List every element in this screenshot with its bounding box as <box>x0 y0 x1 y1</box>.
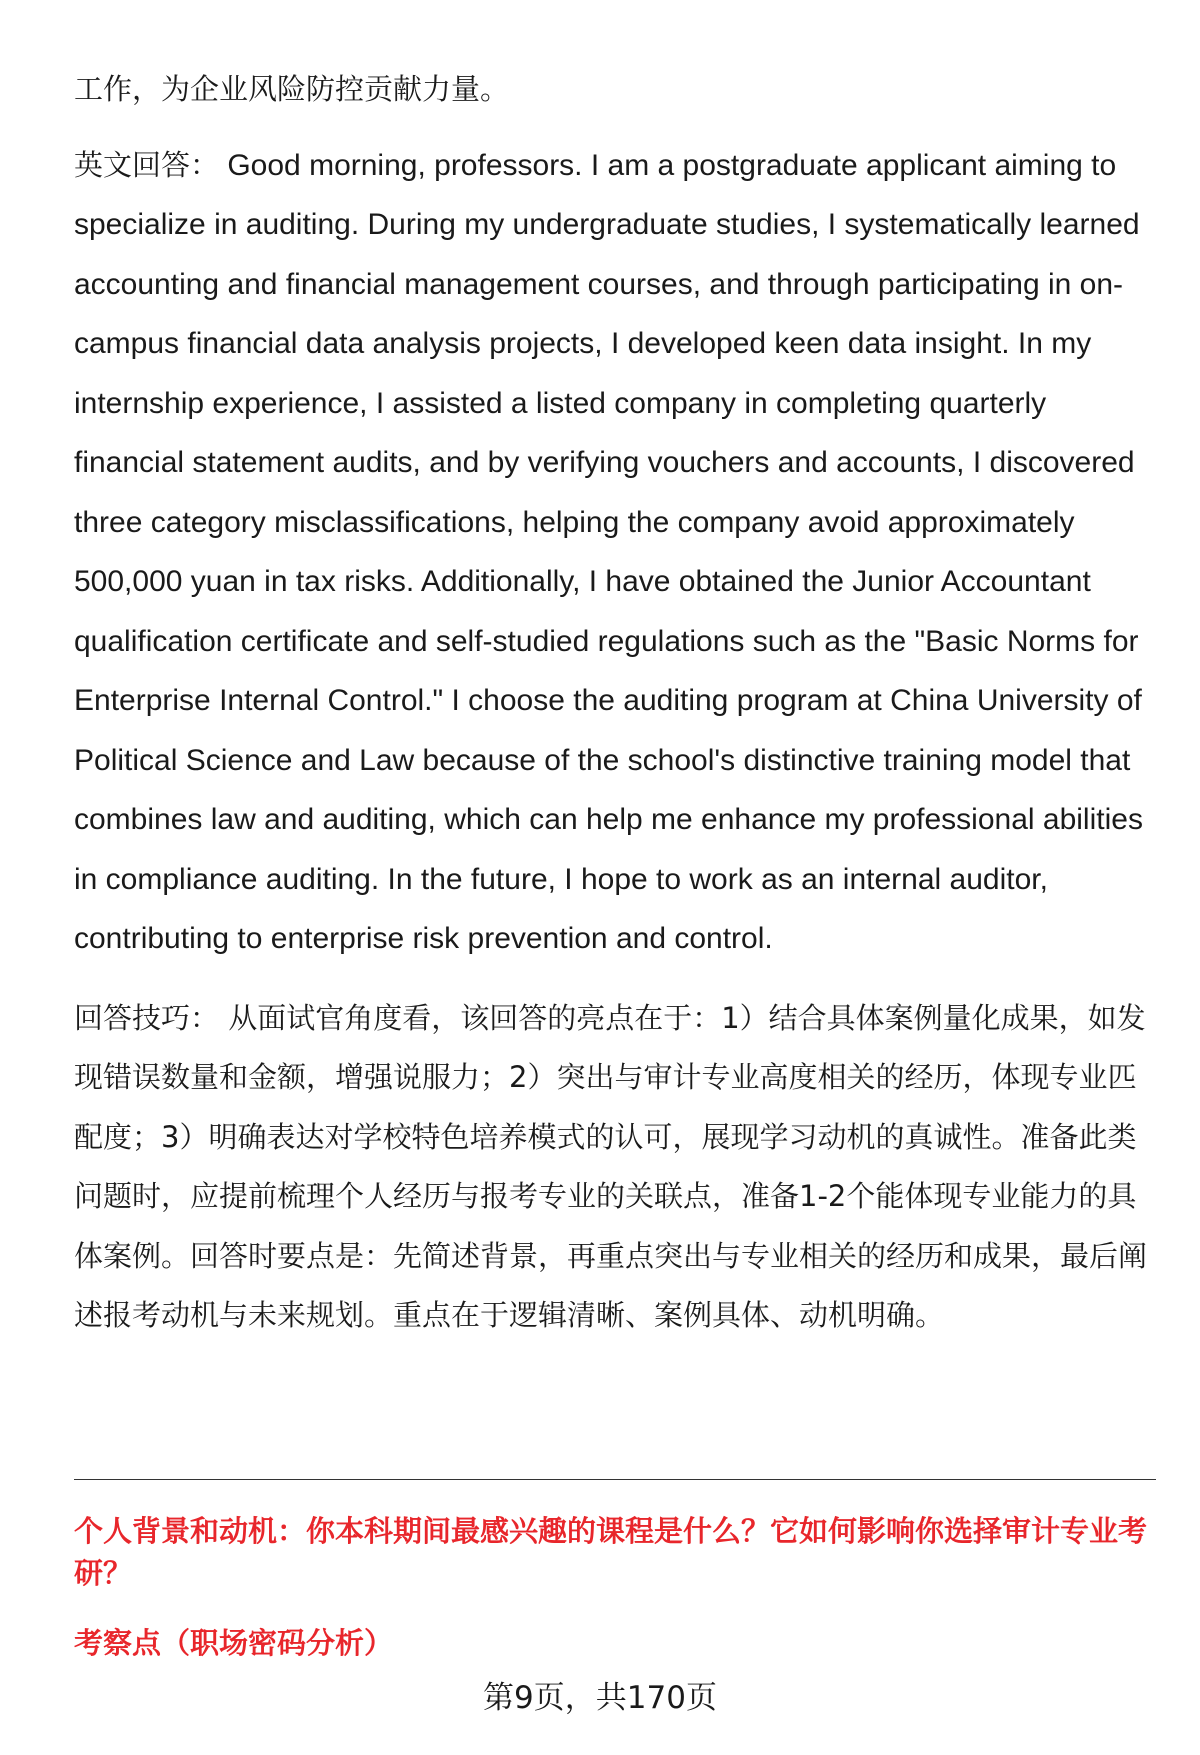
intro-tail-paragraph: 工作，为企业风险防控贡献力量。 <box>74 72 510 106</box>
english-answer-text: Good morning, professors. I am a postgraduate applicant aiming to specialize in auditing. During my undergraduate studies, I systematically learned accounting and financial management courses, and through participating in on-campus financial data analysis projects, I developed keen data insight. In my internship experience, I assisted a listed company in completing quarterly financial statement audits, and by verifying vouchers and accounts, I discovered three category misclassifications, helping the company avoid approximately 500,000 yuan in tax risks. Additionally, I have obtained the Junior Accountant qualification certificate and self-studied regulations such as the "Basic Norms for Enterprise Internal Control." I choose the auditing program at China University of Political Science and Law because of the school's distinctive training model that combines law and auditing, which can help me enhance my professional abilities in compliance auditing. In the future, I hope to work as an internal auditor, contributing to enterprise risk prevention and control. <box>74 148 1143 955</box>
english-answer-paragraph <box>74 136 1156 969</box>
section-divider <box>74 1479 1156 1480</box>
page-number-footer: 第9页，共170页 <box>483 1680 717 1716</box>
document-body <box>74 60 1156 1346</box>
tips-text: 从面试官角度看，该回答的亮点在于：1）结合具体案例量化成果，如发现错误数量和金额，增强说服力；2）突出与审计专业高度相关的经历，体现专业匹配度；3）明确表达对学校特色培养模式的认可，展现学习动机的真诚性。准备此类问题时，应提前梳理个人经历与报考专业的关联点，准备1-2个能体现专业能力的具体案例。回答时要点是：先简述背景，再重点突出与专业相关的经历和成果，最后阐述报考动机与未来规划。重点在于逻辑清晰、案例具体、动机明确。 <box>74 1000 1148 1332</box>
section-label-heading: 考察点（职场密码分析） <box>74 1626 394 1660</box>
tips-paragraph <box>74 989 1156 1346</box>
next-question-heading: 个人背景和动机：你本科期间最感兴趣的课程是什么？它如何影响你选择审计专业考研？ <box>74 1514 1148 1590</box>
english-answer-label: 英文回答： <box>74 147 220 182</box>
tips-label: 回答技巧： <box>74 1000 220 1035</box>
